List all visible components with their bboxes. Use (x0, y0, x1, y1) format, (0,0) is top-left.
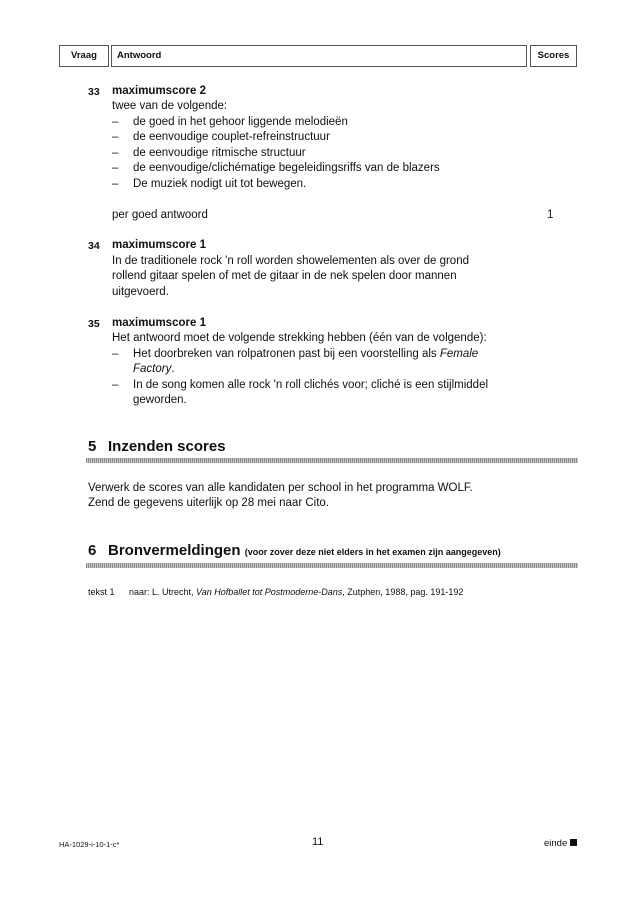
dash: – (112, 348, 119, 360)
dash: – (112, 147, 119, 159)
footer-end (544, 838, 577, 849)
section-number: 6 (88, 542, 97, 559)
question-33-item (112, 116, 348, 128)
item-text: de eenvoudige ritmische structuur (133, 147, 306, 159)
dash: – (112, 116, 119, 128)
header-vraag (59, 45, 109, 67)
footer-code: HA-1029-i-10-1-c* (59, 840, 120, 849)
question-34-maxscore: maximumscore 1 (112, 239, 206, 251)
question-34-line: uitgevoerd. (112, 286, 169, 298)
section-5-line: Zend de gegevens uiterlijk op 28 mei naar Cito. (88, 497, 330, 509)
header-scores (530, 45, 577, 67)
source-label: tekst 1 (88, 587, 115, 597)
question-33-item (112, 131, 330, 143)
header-scores-label: Scores (537, 50, 570, 61)
source-prefix: naar: L. Utrecht, (129, 587, 197, 597)
item-text: de goed in het gehoor liggende melodieën (133, 116, 348, 128)
item-italic: Factory (133, 363, 172, 375)
question-33-per-answer: per goed antwoord (112, 209, 208, 221)
end-label: einde (544, 838, 568, 849)
question-33-item (112, 162, 440, 174)
dash: – (112, 379, 119, 391)
section-5-line: Verwerk de scores van alle kandidaten per school in het programma WOLF. (88, 482, 473, 494)
source-citation (129, 587, 463, 597)
section-5-rule (86, 458, 578, 463)
question-33-per-answer-score: 1 (547, 209, 554, 221)
end-square-icon (570, 839, 577, 846)
section-note: (voor zover deze niet elders in het examen zijn aangegeven) (244, 547, 501, 557)
question-35-number: 35 (88, 318, 100, 330)
dash: – (112, 178, 119, 190)
question-35-maxscore: maximumscore 1 (112, 317, 206, 329)
question-34-line: rollend gitaar spelen of met de gitaar in de nek spelen door mannen (112, 270, 457, 282)
item-end: . (171, 363, 175, 375)
item-text: de eenvoudige couplet-refreinstructuur (133, 131, 330, 143)
section-title: Inzenden scores (108, 438, 226, 455)
header-antwoord (111, 45, 527, 67)
question-33-number: 33 (88, 86, 100, 98)
question-35-item-1-continuation (133, 363, 175, 375)
item-text: Het doorbreken van rolpatronen past bij een voorstelling als (133, 348, 440, 360)
item-text: de eenvoudige/clichématige begeleidingsriffs van de blazers (133, 162, 440, 174)
section-6-rule (86, 563, 578, 568)
item-text: In de song komen alle rock 'n roll clichés voor; cliché is een stijlmiddel (133, 379, 489, 391)
section-title: Bronvermeldingen (108, 542, 241, 559)
question-33-intro: twee van de volgende: (112, 100, 228, 112)
question-35-item-2-continuation: geworden. (133, 394, 187, 406)
question-35-item-1 (112, 348, 478, 360)
question-33-item (112, 147, 306, 159)
question-33-item (112, 178, 306, 190)
dash: – (112, 162, 119, 174)
dash: – (112, 131, 119, 143)
header-vraag-label: Vraag (71, 50, 97, 61)
source-title: Van Hofballet tot Postmoderne-Dans (196, 587, 343, 597)
question-34-line: In de traditionele rock 'n roll worden showelementen als over de grond (112, 255, 469, 267)
item-text: De muziek nodigt uit tot bewegen. (133, 178, 307, 190)
section-5-heading (88, 438, 226, 455)
page-number: 11 (312, 836, 324, 848)
section-6-heading (88, 542, 501, 559)
source-suffix: , Zutphen, 1988, pag. 191-192 (342, 587, 464, 597)
question-34-number: 34 (88, 240, 100, 252)
header-antwoord-label: Antwoord (117, 50, 162, 61)
section-number: 5 (88, 438, 97, 455)
question-35-intro: Het antwoord moet de volgende strekking hebben (één van de volgende): (112, 332, 487, 344)
question-35-item-2 (112, 379, 488, 391)
item-italic: Female (439, 348, 479, 360)
question-33-maxscore: maximumscore 2 (112, 85, 206, 97)
